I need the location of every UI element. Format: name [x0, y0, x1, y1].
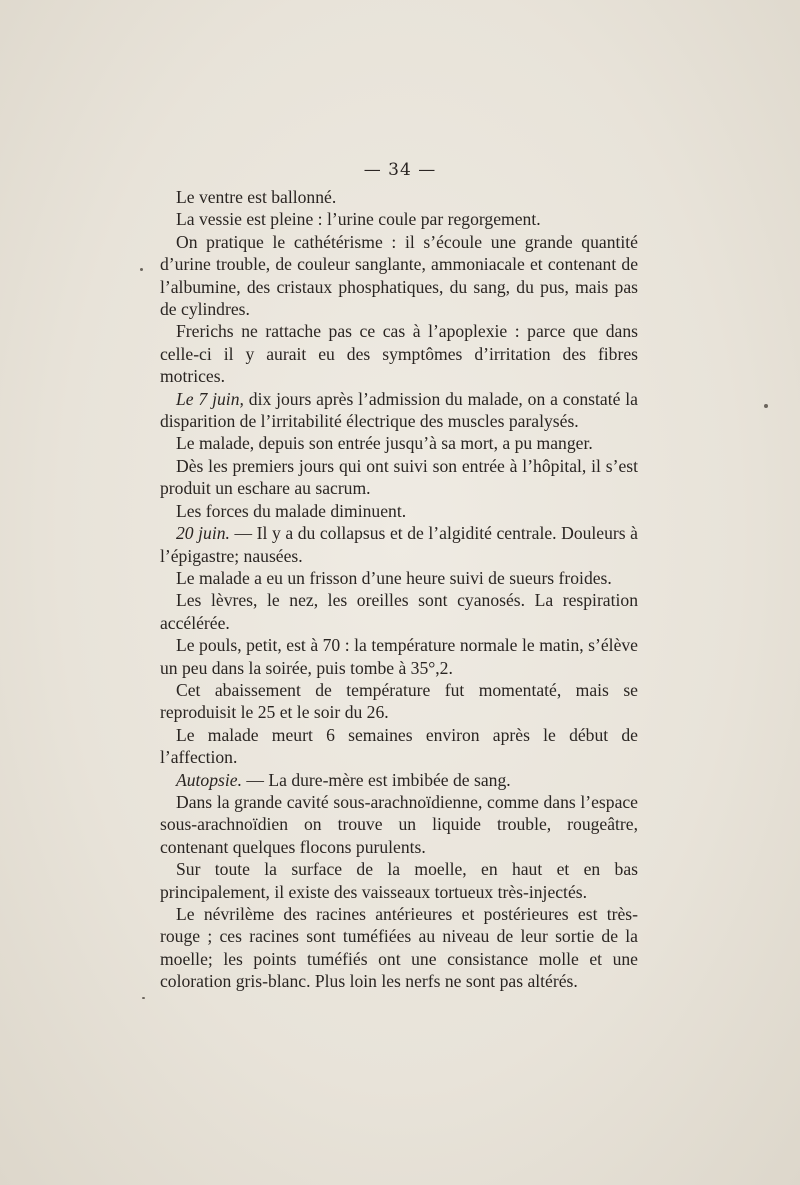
paragraph: Dans la grande cavité sous-arachnoïdienne, comme dans l’espace sous-arachnoïdien on trouve un liquide trouble, rougeâtre, contenant quelques flocons purulents. [160, 791, 638, 857]
paragraph: Cet abaissement de température fut momentaté, mais se reproduisit le 25 et le soir du 26. [160, 679, 638, 723]
section-lead: Autopsie. [176, 769, 242, 790]
paper-speck [142, 997, 145, 999]
paragraph: Le 7 juin, dix jours après l’admission du malade, on a constaté la disparition de l’irritabilité électrique des muscles paralysés. [160, 388, 638, 432]
paragraph: Le malade a eu un frisson d’une heure suivi de sueurs froides. [176, 567, 612, 588]
paragraph: Dès les premiers jours qui ont suivi son entrée à l’hôpital, il s’est produit un eschare au sacrum. [160, 455, 638, 499]
paragraph: Frerichs ne rattache pas ce cas à l’apoplexie : parce que dans celle-ci il y aurait eu des symptômes d’irritation des fibres motrices. [160, 321, 638, 387]
paragraph: Le malade meurt 6 semaines environ après le début de l’affection. [160, 724, 638, 768]
date-lead: 20 juin. [176, 523, 230, 544]
paragraph: Le névrilème des racines antérieures et postérieures est très-rouge ; ces racines sont tuméfiées au niveau de leur sortie de la moelle; les points tuméfiés ont une consistance molle et une coloration gris-blanc. Plus loin les nerfs ne sont pas altérés. [160, 904, 638, 992]
paragraph: La vessie est pleine : l’urine coule par regorgement. [176, 209, 541, 230]
date-lead: Le 7 juin, [176, 388, 244, 409]
paragraph: Le ventre est ballonné. [176, 187, 337, 207]
paragraph: 20 juin. — Il y a du collapsus et de l’algidité centrale. Douleurs à l’épigastre; nausées. [160, 523, 638, 566]
paragraph: Les lèvres, le nez, les oreilles sont cyanosés. La respiration accélérée. [160, 590, 638, 633]
paragraph: Les forces du malade diminuent. [176, 500, 407, 521]
paper-speck [764, 404, 768, 408]
paragraph: Le malade, depuis son entrée jusqu’à sa mort, a pu manger. [176, 433, 593, 454]
paper-speck [140, 268, 143, 271]
paragraph: Le pouls, petit, est à 70 : la température normale le matin, s’élève un peu dans la soirée, puis tombe à 35°,2. [160, 635, 638, 678]
paragraph: Autopsie. — La dure-mère est imbibée de sang. [176, 769, 511, 790]
paragraph: On pratique le cathétérisme : il s’écoule une grande quantité d’urine trouble, de couleur sanglante, ammoniacale et contenant de l’albumine, des cristaux phosphatiques, du sang, du pus, mais pas de cylindres. [160, 231, 638, 320]
page-number: — 34 — [363, 160, 437, 180]
body-text [160, 186, 638, 993]
paragraph: Sur toute la surface de la moelle, en haut et en bas principalement, il existe des vaisseaux tortueux très-injectés. [160, 859, 638, 902]
